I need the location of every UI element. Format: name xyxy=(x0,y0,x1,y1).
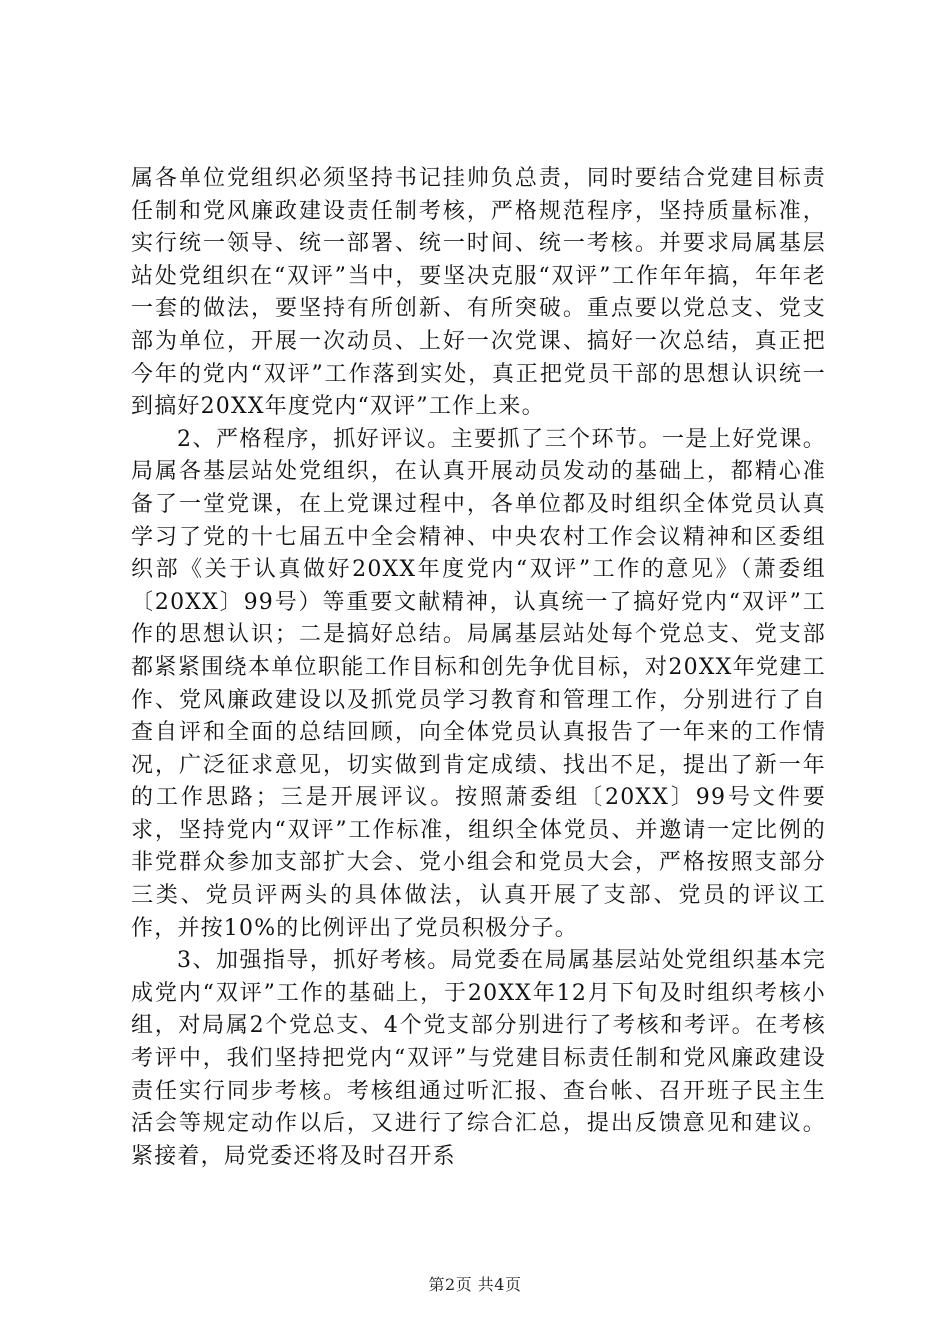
page-number-label: 第2页 共4页 xyxy=(428,1275,522,1294)
document-body xyxy=(131,163,826,1173)
page-footer xyxy=(0,1272,950,1295)
paragraph-continuation: 属各单位党组织必须坚持书记挂帅负总责，同时要结合党建目标责任制和党风廉政建设责任制考核，严格规范程序，坚持质量标准，实行统一领导、统一部署、统一时间、统一考核。并要求局属基层站处党组织在“双评”当中，要坚决克服“双评”工作年年搞，年年老一套的做法，要坚持有所创新、有所突破。重点要以党总支、党支部为单位，开展一次动员、上好一次党课、搞好一次总结，真正把今年的党内“双评”工作落到实处，真正把党员干部的思想认识统一到搞好20XX年度党内“双评”工作上来。 xyxy=(131,166,826,420)
paragraph-section-2: 2、严格程序，抓好评议。主要抓了三个环节。一是上好党课。局属各基层站处党组织，在认真开展动员发动的基础上，都精心准备了一堂党课，在上党课过程中，各单位都及时组织全体党员认真学习了党的十七届五中全会精神、中央农村工作会议精神和区委组织部《关于认真做好20XX年度党内“双评”工作的意见》（萧委组〔20XX〕99号）等重要文献精神，认真统一了搞好党内“双评”工作的思想认识；二是搞好总结。局属基层站处每个党总支、党支部都紧紧围绕本单位职能工作目标和创先争优目标，对20XX年党建工作、党风廉政建设以及抓党员学习教育和管理工作，分别进行了自查自评和全面的总结回顾，向全体党员认真报告了一年来的工作情况，广泛征求意见，切实做到肯定成绩、找出不足，提出了新一年的工作思路；三是开展评议。按照萧委组〔20XX〕99号文件要求，坚持党内“双评”工作标准，组织全体党员、并邀请一定比例的非党群众参加支部扩大会、党小组会和党员大会，严格按照支部分三类、党员评两头的具体做法，认真开展了支部、党员的评议工作，并按10%的比例评出了党员积极分子。 xyxy=(131,426,826,941)
paragraph-section-3: 3、加强指导，抓好考核。局党委在局属基层站处党组织基本完成党内“双评”工作的基础上，于20XX年12月下旬及时组织考核小组，对局属2个党总支、4个党支部分别进行了考核和考评。在考核考评中，我们坚持把党内“双评”与党建目标责任制和党风廉政建设责任实行同步考核。考核组通过听汇报、查台帐、召开班子民主生活会等规定动作以后，又进行了综合汇总，提出反馈意见和建议。紧接着，局党委还将及时召开系 xyxy=(131,948,826,1169)
